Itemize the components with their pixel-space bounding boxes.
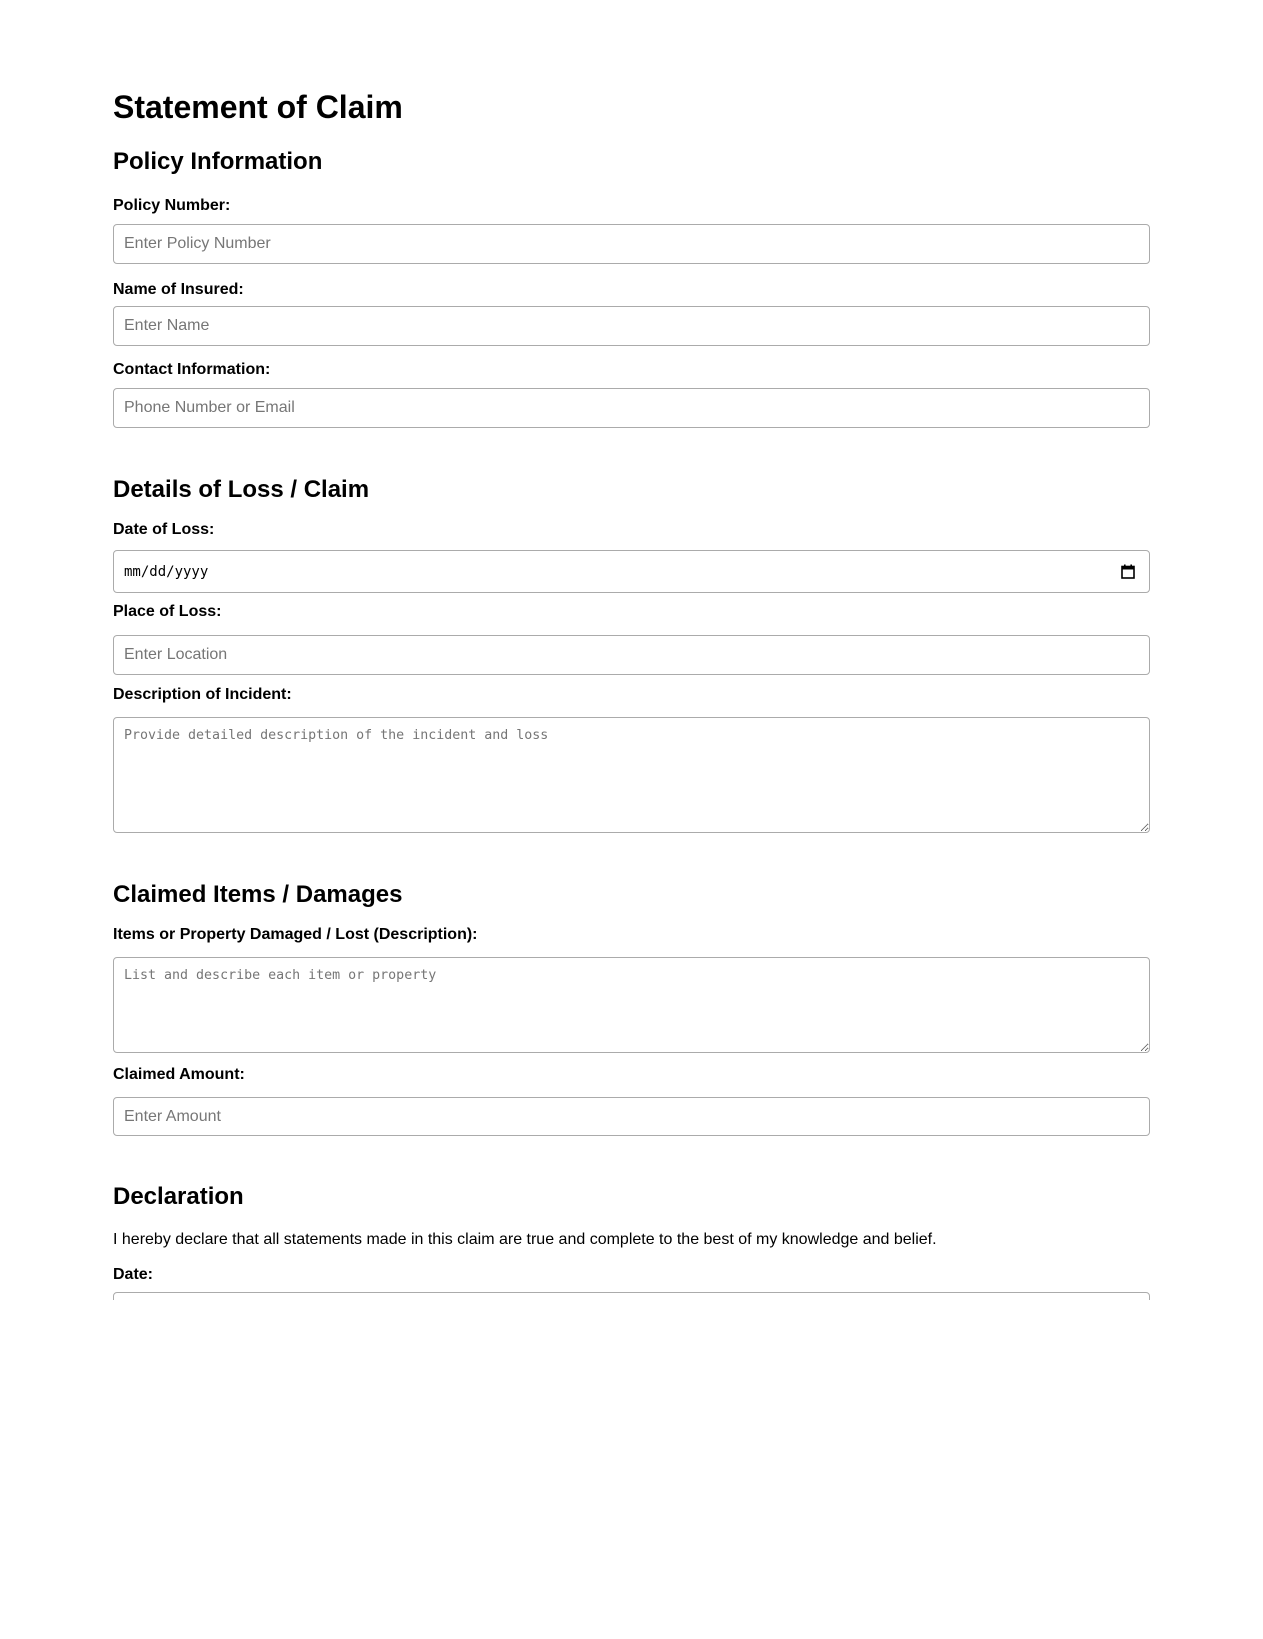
section-heading-details-of-loss: Details of Loss / Claim <box>113 476 370 503</box>
section-heading-claimed-items: Claimed Items / Damages <box>113 881 403 908</box>
date-of-loss-format: mm/dd/yyyy <box>124 564 209 580</box>
name-of-insured-input[interactable] <box>113 306 1150 346</box>
items-damaged-textarea[interactable] <box>113 957 1150 1053</box>
name-of-insured-label: Name of Insured: <box>113 281 244 298</box>
place-of-loss-input[interactable] <box>113 635 1150 675</box>
declaration-date-input[interactable] <box>113 1292 1150 1300</box>
policy-number-label: Policy Number: <box>113 197 231 214</box>
page-title: Statement of Claim <box>113 89 403 125</box>
date-of-loss-input[interactable] <box>113 550 1150 593</box>
date-of-loss-label: Date of Loss: <box>113 521 215 538</box>
declaration-date-label: Date: <box>113 1266 154 1283</box>
section-heading-policy-information: Policy Information <box>113 148 323 175</box>
place-of-loss-label: Place of Loss: <box>113 603 222 620</box>
description-of-incident-label: Description of Incident: <box>113 686 292 703</box>
calendar-icon[interactable] <box>1121 564 1135 579</box>
items-damaged-label: Items or Property Damaged / Lost (Description): <box>113 926 478 943</box>
declaration-text: I hereby declare that all statements made in this claim are true and complete to the best of my knowledge and belief. <box>113 1231 937 1248</box>
claimed-amount-input[interactable] <box>113 1097 1150 1136</box>
contact-information-label: Contact Information: <box>113 361 271 378</box>
contact-information-input[interactable] <box>113 388 1150 428</box>
section-heading-declaration: Declaration <box>113 1183 244 1210</box>
claim-form <box>113 0 1150 1300</box>
claimed-amount-label: Claimed Amount: <box>113 1066 245 1083</box>
policy-number-input[interactable] <box>113 224 1150 264</box>
description-of-incident-textarea[interactable] <box>113 717 1150 833</box>
